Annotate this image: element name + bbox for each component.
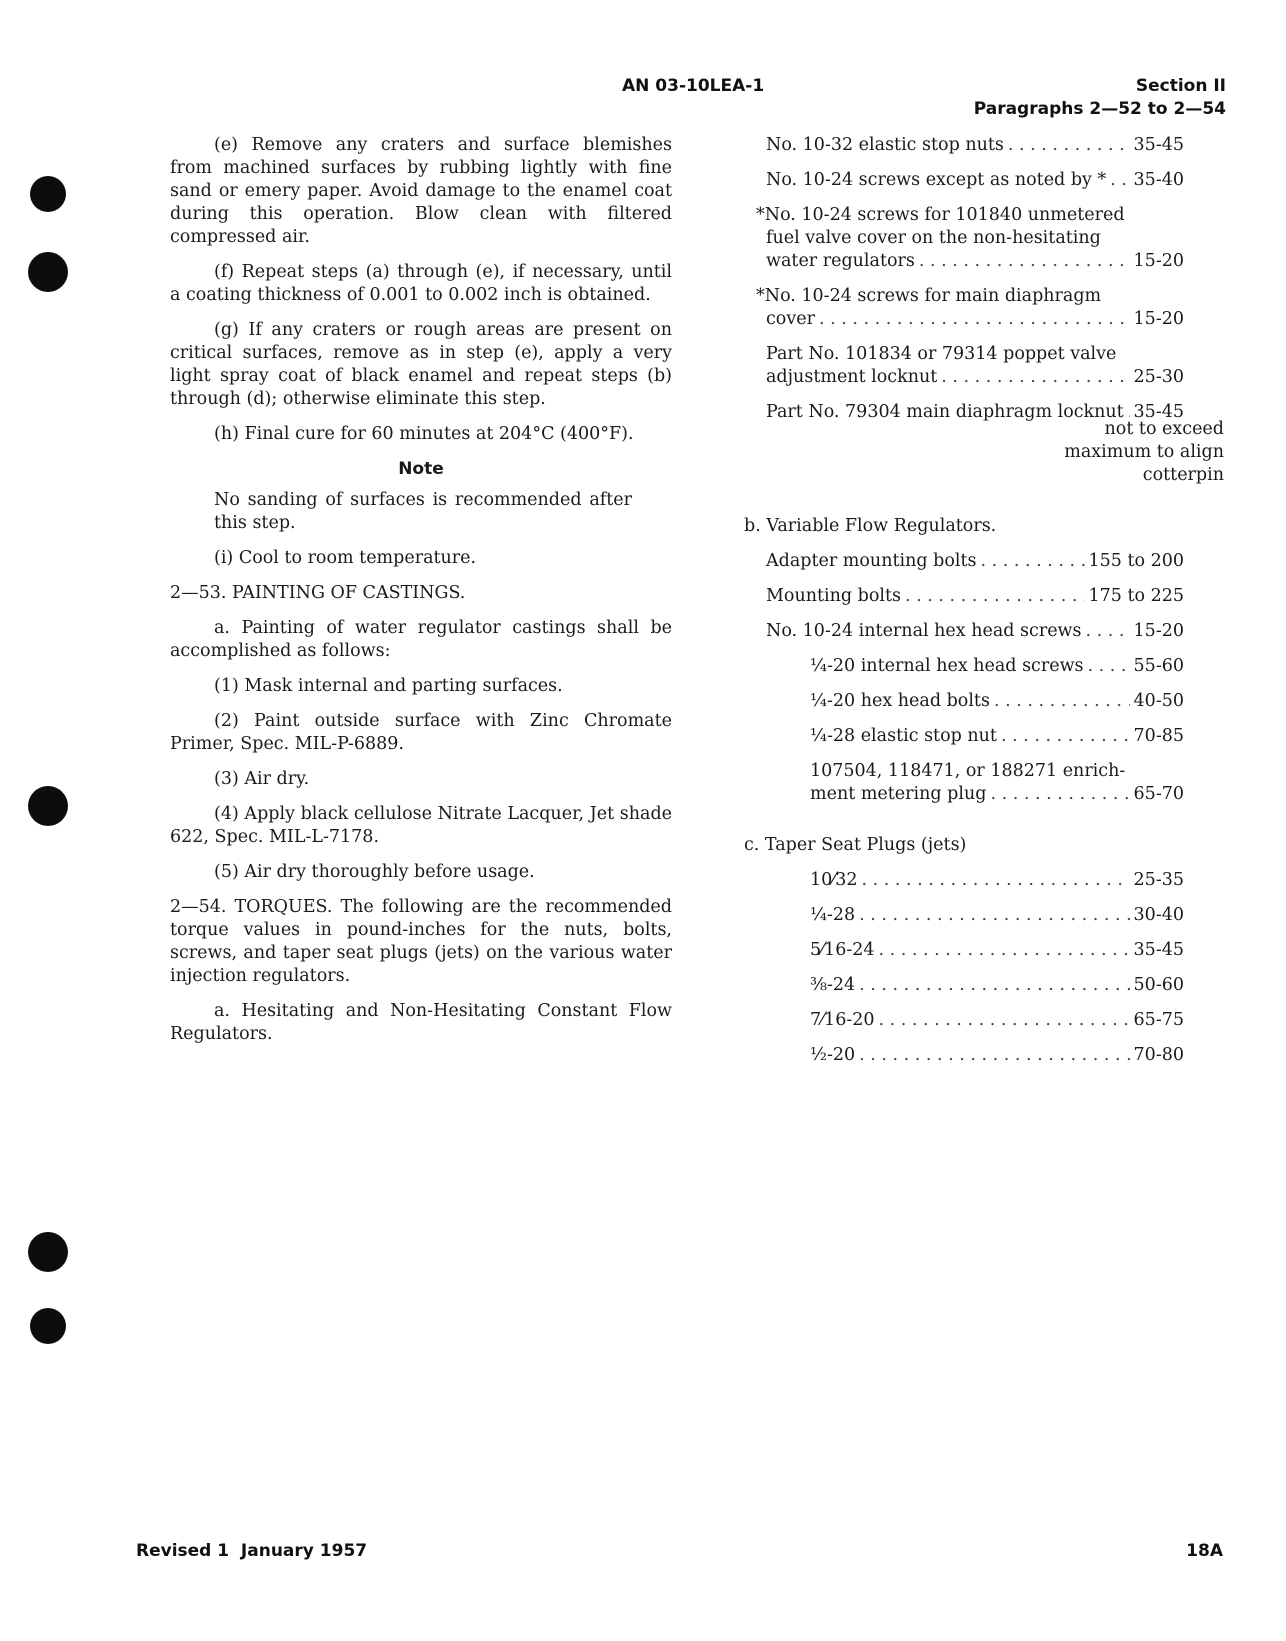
torque-label: Part No. 79304 main diaphragm locknut xyxy=(766,402,1124,422)
leader-dots xyxy=(1110,169,1129,192)
torque-label: 7⁄16-20 xyxy=(810,1010,875,1030)
torque-row xyxy=(810,655,1184,678)
torque-label: Mounting bolts xyxy=(766,586,902,606)
torque-value: 35-45 xyxy=(1133,940,1184,960)
step-e: (e) Remove any craters and surface blemishes from machined surfaces by rubbing lightly with fine sand or emery paper. Avoid damage to the enamel coat during this operation. Blow clean with filtered compressed air. xyxy=(170,135,672,247)
torque-row xyxy=(810,783,1184,806)
leader-dots xyxy=(980,550,1084,573)
torque-value: 50-60 xyxy=(1133,975,1184,995)
torque-list-c-title: c. Taper Seat Plugs (jets) xyxy=(744,835,967,855)
leader-dots xyxy=(861,869,1129,892)
torque-label: ⅜-24 xyxy=(810,975,856,995)
torque-value: 15-20 xyxy=(1133,251,1184,271)
heading-2-53: 2—53. PAINTING OF CASTINGS. xyxy=(170,583,466,603)
torque-value: 55-60 xyxy=(1133,656,1184,676)
torque-value: 155 to 200 xyxy=(1088,551,1184,571)
torque-row xyxy=(810,725,1184,748)
torque-value: 15-20 xyxy=(1133,621,1184,641)
section-label: Section II xyxy=(1135,76,1226,96)
note-title: Note xyxy=(398,459,444,479)
torque-value: 70-85 xyxy=(1133,726,1184,746)
note-body: No sanding of surfaces is recommended after this step. xyxy=(214,490,632,533)
torque-row xyxy=(810,939,1184,962)
binder-hole-4 xyxy=(28,1232,68,1272)
torque-label: ment metering plug xyxy=(810,784,987,804)
torque-row xyxy=(766,134,1184,157)
torque-label: No. 10-32 elastic stop nuts xyxy=(766,135,1004,155)
torque-row xyxy=(766,169,1184,192)
leader-dots xyxy=(859,1044,1129,1067)
torque-list-a xyxy=(756,134,1224,487)
torque-list-c xyxy=(810,869,1184,1067)
torque-label: ¼-28 xyxy=(810,905,856,925)
torque-label: 10⁄32 xyxy=(810,870,858,890)
torque-label-line: 107504, 118471, or 188271 enrich- xyxy=(810,761,1126,781)
torque-label: water regulators xyxy=(766,251,915,271)
binder-hole-2 xyxy=(28,252,68,292)
torque-value: 65-75 xyxy=(1133,1010,1184,1030)
torque-value: 30-40 xyxy=(1133,905,1184,925)
painting-step-5: (5) Air dry thoroughly before usage. xyxy=(214,862,535,882)
step-i: (i) Cool to room temperature. xyxy=(214,548,477,568)
step-f: (f) Repeat steps (a) through (e), if necessary, until a coating thickness of 0.001 to 0.002 inch is obtained. xyxy=(170,262,672,305)
torque-label-line: Part No. 101834 or 79314 poppet valve xyxy=(766,344,1117,364)
leader-dots xyxy=(1008,134,1130,157)
leader-dots xyxy=(941,366,1129,389)
torque-value: 175 to 225 xyxy=(1088,586,1184,606)
revision-date: Revised 1 January 1957 xyxy=(136,1541,368,1561)
step-h: (h) Final cure for 60 minutes at 204°C (400°F). xyxy=(214,424,634,444)
torque-value: 25-35 xyxy=(1133,870,1184,890)
leader-dots xyxy=(1001,725,1130,748)
leader-dots xyxy=(905,585,1084,608)
page-number: 18A xyxy=(1186,1541,1223,1561)
leader-dots xyxy=(819,308,1130,331)
paragraph-2-54-a: a. Hesitating and Non-Hesitating Constant Flow Regulators. xyxy=(170,1001,672,1044)
torque-row-wrapped xyxy=(756,285,1184,331)
leader-dots xyxy=(859,904,1129,927)
binder-hole-1 xyxy=(30,176,66,212)
torque-label: No. 10-24 screws except as noted by * xyxy=(766,170,1107,190)
leader-dots xyxy=(879,939,1130,962)
doc-number: AN 03-10LEA-1 xyxy=(622,76,765,96)
torque-row xyxy=(756,308,1184,331)
torque-label-line: *No. 10-24 screws for main diaphragm xyxy=(756,286,1102,306)
torque-row-wrapped xyxy=(756,204,1184,273)
torque-note-line: maximum to align xyxy=(1064,442,1224,462)
torque-label: ¼-28 elastic stop nut xyxy=(810,726,997,746)
torque-row xyxy=(810,690,1184,713)
torque-label-line: *No. 10-24 screws for 101840 unmetered xyxy=(756,205,1125,225)
torque-row xyxy=(810,904,1184,927)
torque-list-b-title: b. Variable Flow Regulators. xyxy=(744,516,997,536)
painting-step-4: (4) Apply black cellulose Nitrate Lacquer, Jet shade 622, Spec. MIL-L-7178. xyxy=(170,804,672,847)
torque-value: 35-45 xyxy=(1133,135,1184,155)
torque-row xyxy=(766,620,1184,643)
torque-row-wrapped xyxy=(810,760,1184,806)
torque-label: ¼-20 hex head bolts xyxy=(810,691,990,711)
torque-row xyxy=(756,250,1184,273)
torque-label: cover xyxy=(766,309,815,329)
torque-row xyxy=(766,585,1184,608)
leader-dots xyxy=(994,690,1130,713)
painting-step-1: (1) Mask internal and parting surfaces. xyxy=(214,676,563,696)
torque-value: 65-70 xyxy=(1133,784,1184,804)
torque-value: 15-20 xyxy=(1133,309,1184,329)
torque-sublist-b xyxy=(810,655,1184,806)
torque-label: ¼-20 internal hex head screws xyxy=(810,656,1084,676)
leader-dots xyxy=(1088,655,1130,678)
torque-note-line: not to exceed xyxy=(1104,419,1224,439)
torque-row xyxy=(810,1009,1184,1032)
torque-value: 70-80 xyxy=(1133,1045,1184,1065)
torque-row xyxy=(810,1044,1184,1067)
leader-dots xyxy=(990,783,1129,806)
binder-hole-5 xyxy=(30,1308,66,1344)
torque-label: adjustment locknut xyxy=(766,367,938,387)
leader-dots xyxy=(879,1009,1130,1032)
torque-row xyxy=(766,550,1184,573)
paragraph-2-53-a: a. Painting of water regulator castings shall be accomplished as follows: xyxy=(170,618,672,661)
painting-step-2: (2) Paint outside surface with Zinc Chromate Primer, Spec. MIL-P-6889. xyxy=(170,711,672,754)
paragraph-range: Paragraphs 2—52 to 2—54 xyxy=(973,99,1226,119)
leader-dots xyxy=(1086,620,1130,643)
torque-label: No. 10-24 internal hex head screws xyxy=(766,621,1082,641)
torque-value: 35-40 xyxy=(1133,170,1184,190)
torque-label-line: fuel valve cover on the non-hesitating xyxy=(766,228,1101,248)
leader-dots xyxy=(859,974,1129,997)
torque-list-b xyxy=(766,550,1184,806)
step-g: (g) If any craters or rough areas are present on critical surfaces, remove as in step (e), apply a very light spray coat of black enamel and repeat steps (b) through (d); otherwise eliminate this step. xyxy=(170,320,672,409)
leader-dots xyxy=(919,250,1130,273)
torque-value: 25-30 xyxy=(1133,367,1184,387)
binder-hole-3 xyxy=(28,786,68,826)
torque-value: 40-50 xyxy=(1133,691,1184,711)
torque-note xyxy=(766,418,1224,487)
torque-label: ½-20 xyxy=(810,1045,856,1065)
painting-step-3: (3) Air dry. xyxy=(214,769,310,789)
torque-row xyxy=(810,869,1184,892)
left-column xyxy=(170,134,672,1058)
torque-label: 5⁄16-24 xyxy=(810,940,875,960)
torque-value: 35-45 xyxy=(1133,402,1184,422)
torque-row xyxy=(766,366,1184,389)
torque-row xyxy=(810,974,1184,997)
paragraph-2-54: 2—54. TORQUES. The following are the recommended torque values in pound-inches for the nuts, bolts, screws, and taper seat plugs (jets) on the various water injection regulators. xyxy=(170,897,672,986)
torque-row-wrapped xyxy=(766,343,1184,389)
torque-label: Adapter mounting bolts xyxy=(766,551,977,571)
torque-note-line: cotterpin xyxy=(1142,465,1224,485)
right-column xyxy=(744,134,1224,1079)
